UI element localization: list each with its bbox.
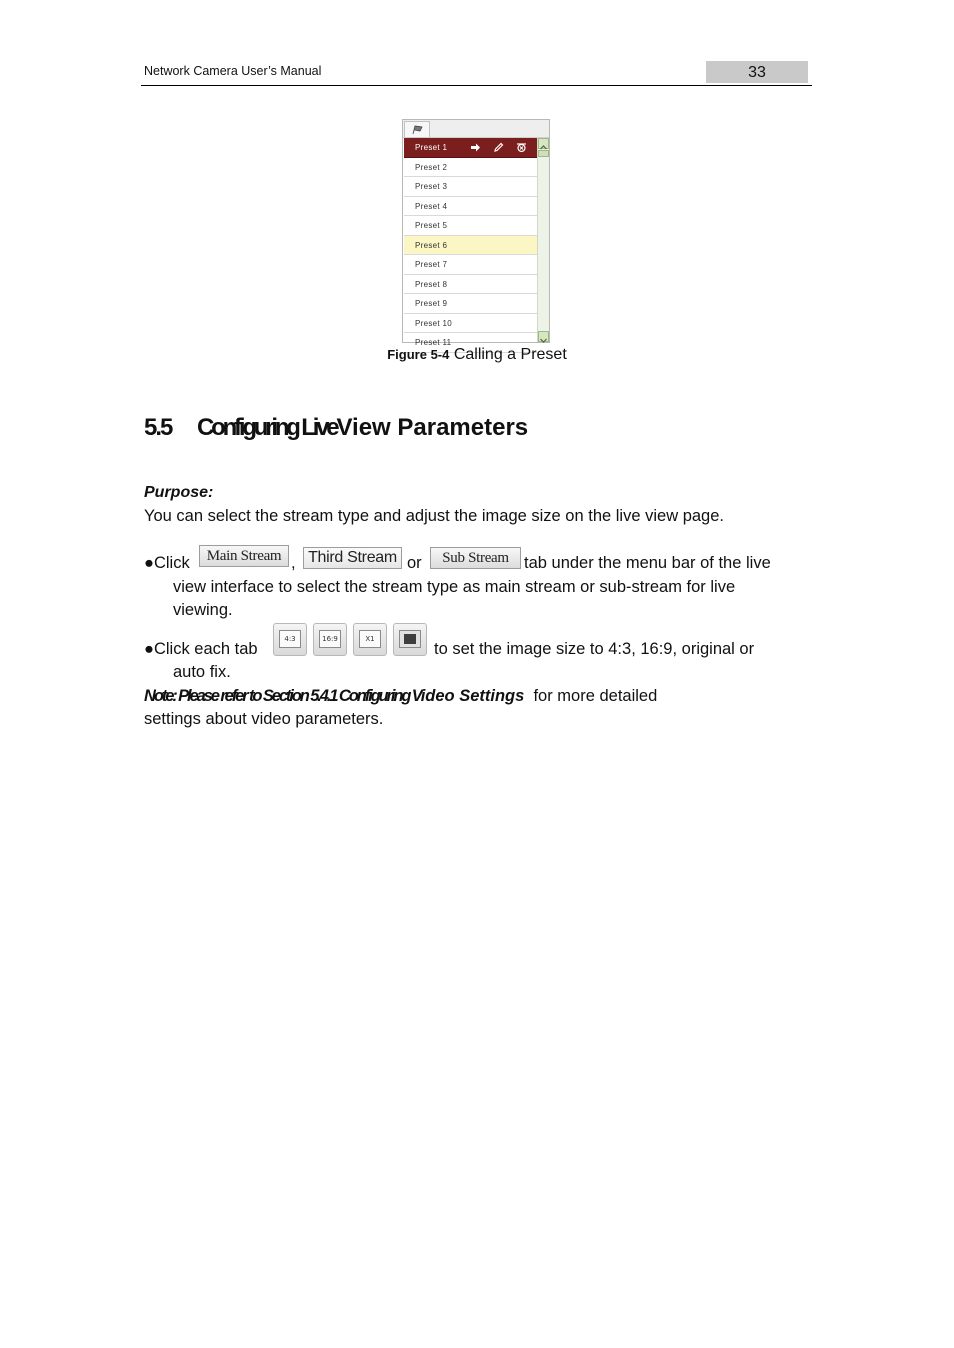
- preset-row[interactable]: [404, 294, 537, 314]
- bullet1-text-b: view interface to select the stream type as main stream or sub-stream for live: [173, 578, 736, 596]
- preset-flag-icon: [412, 125, 424, 135]
- section-title-lead: Configuring Live: [197, 414, 337, 441]
- aspect-4-3-icon: 4:3: [279, 630, 301, 648]
- scroll-thumb[interactable]: [538, 150, 549, 157]
- preset-row[interactable]: [404, 314, 537, 334]
- auto-fix-icon: [399, 630, 421, 648]
- aspect-16-9-icon: 16:9: [319, 630, 341, 648]
- purpose-label: Purpose:: [144, 484, 214, 501]
- preset-label: Preset 1: [415, 143, 448, 152]
- note-rest: for more detailed: [533, 687, 658, 705]
- bullet1-or: or: [407, 554, 422, 572]
- scroll-up-button[interactable]: [538, 138, 549, 149]
- section-number: 5.5: [144, 414, 172, 441]
- preset-scrollbar[interactable]: [537, 138, 549, 342]
- preset-row[interactable]: [404, 158, 537, 178]
- third-stream-button[interactable]: Third Stream: [303, 547, 402, 569]
- bullet1-lead: ●Click: [144, 554, 190, 572]
- scroll-down-button[interactable]: [538, 331, 549, 342]
- preset-row[interactable]: [404, 216, 537, 236]
- figure-caption-text: Calling a Preset: [453, 346, 567, 363]
- preset-tab[interactable]: [404, 121, 430, 137]
- auto-fix-tab[interactable]: [393, 623, 427, 656]
- preset-label: Preset 4: [415, 201, 448, 211]
- preset-row[interactable]: [404, 197, 537, 217]
- sub-stream-button[interactable]: Sub Stream: [430, 547, 521, 569]
- preset-label: Preset 5: [415, 221, 448, 230]
- figure-caption-label: Figure 5-4: [387, 347, 450, 362]
- preset-label: Preset 8: [415, 279, 448, 289]
- header-rule: [141, 85, 812, 86]
- preset-label: Preset 3: [415, 182, 448, 191]
- note-line1: [144, 687, 657, 706]
- purpose-text: You can select the stream type and adjust the image size on the live view page.: [144, 507, 724, 525]
- section-title: [197, 414, 528, 442]
- preset-label: Preset 10: [415, 318, 452, 328]
- original-size-tab[interactable]: [353, 623, 387, 656]
- preset-row[interactable]: [404, 275, 537, 295]
- figure-caption: [0, 346, 954, 364]
- section-title-rest: View Parameters: [336, 414, 529, 441]
- panel-tab-bar: [403, 120, 549, 138]
- preset-label: Preset 6: [415, 240, 448, 250]
- call-arrow-icon[interactable]: [470, 142, 481, 153]
- preset-row-highlighted[interactable]: [404, 236, 537, 256]
- bullet1-text-c: viewing.: [173, 601, 233, 619]
- delete-icon[interactable]: [516, 142, 527, 153]
- aspect-4-3-tab[interactable]: [273, 623, 307, 656]
- aspect-16-9-tab[interactable]: [313, 623, 347, 656]
- preset-label: Preset 2: [415, 162, 448, 172]
- preset-label: Preset 9: [415, 299, 448, 308]
- preset-row[interactable]: [404, 255, 537, 275]
- preset-row-selected[interactable]: [404, 138, 537, 158]
- preset-label: Preset 11: [415, 338, 452, 347]
- note-line2: settings about video parameters.: [144, 710, 384, 728]
- original-size-icon: X1: [359, 630, 381, 648]
- chevron-down-icon: [539, 336, 548, 345]
- preset-panel: [402, 119, 550, 347]
- note-bold: ideo Settings: [420, 687, 525, 705]
- bullet2-text-b: auto fix.: [173, 663, 231, 681]
- main-stream-button[interactable]: Main Stream: [199, 545, 289, 567]
- bullet2-text-a: to set the image size to 4:3, 16:9, original or: [434, 640, 755, 658]
- note-prefix: Note: Please refer to Section 5.4.1 Configuring V: [144, 687, 421, 705]
- bullet1-text-a: tab under the menu bar of the live: [524, 554, 771, 572]
- page-number: 33: [706, 61, 808, 83]
- preset-row[interactable]: [404, 177, 537, 197]
- preset-label: Preset 7: [415, 260, 448, 269]
- bullet2-lead: ●Click each tab: [144, 640, 258, 658]
- manual-title: Network Camera User’s Manual: [144, 64, 322, 78]
- pencil-icon[interactable]: [493, 142, 504, 153]
- bullet1-comma: ,: [291, 554, 296, 572]
- preset-list: [404, 138, 537, 347]
